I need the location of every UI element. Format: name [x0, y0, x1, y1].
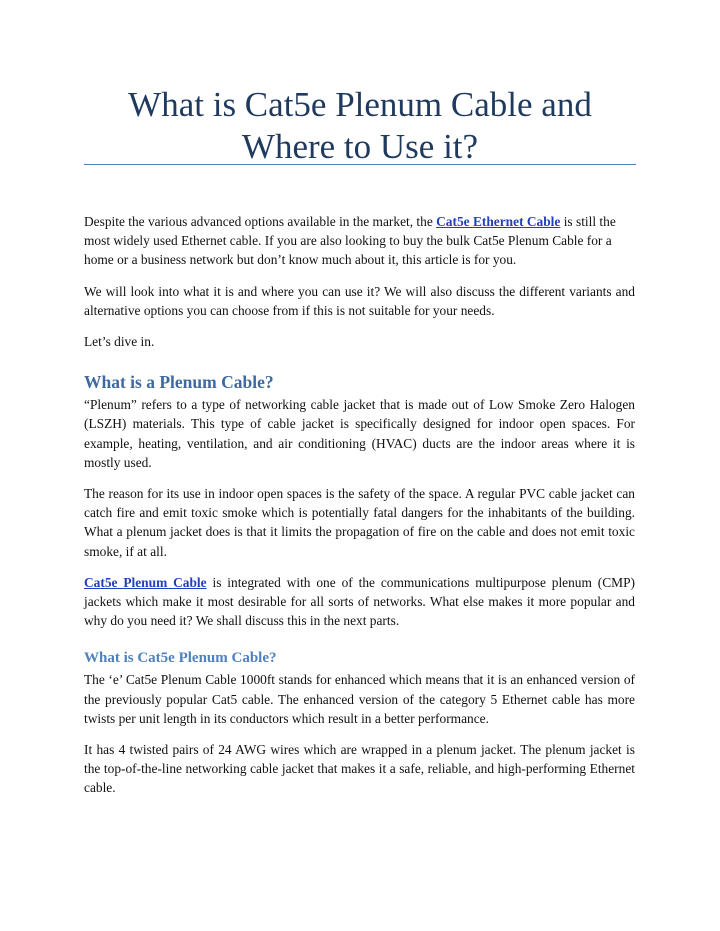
- section1-paragraph-1: “Plenum” refers to a type of networking cable jacket that is made out of Low Smoke Zero Halogen (LSZH) materials. This type of cable jacket is specifically designed for indoor open spaces. For example, heating, ventilation, and air conditioning (HVAC) ducts are the indoor areas where it is mostly used.: [84, 397, 635, 470]
- document-title: What is Cat5e Plenum Cable and Where to Use it?: [128, 85, 592, 166]
- section1-paragraph-2: The reason for its use in indoor open spaces is the safety of the space. A regular PVC cable jacket can catch fire and emit toxic smoke which is potentially fatal dangers for the inhabitants of the building. What a plenum jacket does is that it limits the propagation of fire on the cable and does not emit toxic smoke, if at all.: [84, 486, 635, 559]
- intro-p1-text-after: is still the most widely used Ethernet cable. If you are also looking to buy the bulk Cat5e Plenum Cable for a home or a business network but don’t know much about it, this article is for you.: [84, 214, 616, 268]
- cat5e-ethernet-cable-link[interactable]: Cat5e Ethernet Cable: [436, 214, 561, 229]
- intro-paragraph-2: We will look into what it is and where you can use it? We will also discuss the different variants and alternative options you can choose from if this is not suitable for your needs.: [84, 283, 635, 318]
- intro-paragraph-3: Let’s dive in.: [84, 334, 155, 350]
- document-body: [84, 212, 635, 810]
- cat5e-plenum-cable-link[interactable]: Cat5e Plenum Cable: [84, 574, 207, 590]
- section1-paragraph-3: [84, 573, 635, 631]
- intro-paragraph-1: [84, 212, 635, 270]
- section1-p3-text-after: is integrated with one of the communications multipurpose plenum (CMP) jackets which make it most desirable for all sorts of networks. What else makes it more popular and why do you need it? We shall discuss this in the next parts.: [84, 574, 635, 629]
- title-divider: [84, 164, 636, 165]
- intro-p1-text-before: Despite the various advanced options available in the market, the: [84, 214, 437, 229]
- section-heading-cat5e-plenum-cable: What is Cat5e Plenum Cable?: [84, 650, 277, 667]
- section2-paragraph-1: The ‘e’ Cat5e Plenum Cable 1000ft stands for enhanced which means that it is an enhanced version of the previously popular Cat5 cable. The enhanced version of the category 5 Ethernet cable has more twists per unit length in its conductors which result in a better performance.: [84, 672, 635, 726]
- section-heading-plenum-cable: What is a Plenum Cable?: [84, 372, 274, 393]
- section2-paragraph-2: It has 4 twisted pairs of 24 AWG wires which are wrapped in a plenum jacket. The plenum jacket is the top-of-the-line networking cable jacket that makes it a safe, reliable, and high-performing Ethernet cable.: [84, 742, 635, 796]
